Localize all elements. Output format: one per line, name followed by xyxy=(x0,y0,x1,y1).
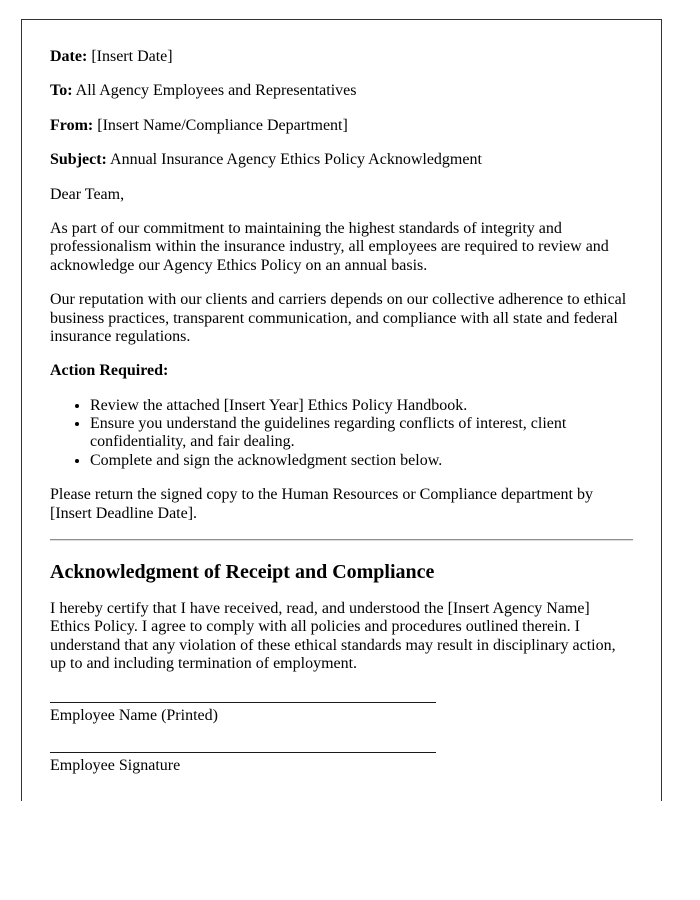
employee-signature-label: Employee Signature xyxy=(50,756,181,774)
employee-signature-block xyxy=(50,752,633,775)
action-item-understand: • Ensure you understand the guidelines regarding conflicts of interest, client confidentiality, and fair dealing. xyxy=(90,415,633,452)
action-required-list xyxy=(50,397,633,471)
action-required-label: Action Required: xyxy=(50,362,169,380)
acknowledgment-body: I hereby certify that I have received, read, and understood the [Insert Agency Name] Ethics Policy. I agree to comply with all policies and procedures outlined therein. I understand that any violation of these ethical standards may result in disciplinary action, up to and including termination of employment. xyxy=(50,600,616,673)
acknowledgment-heading: Acknowledgment of Receipt and Compliance xyxy=(50,561,435,584)
memo-to-line xyxy=(50,82,633,100)
employee-name-signature-line xyxy=(50,702,436,703)
intro-paragraph: As part of our commitment to maintaining the highest standards of integrity and professionalism within the insurance industry, all employees are required to review and acknowledge our Agency Ethics Policy on an annual basis. xyxy=(50,219,609,274)
memo-subject-value: Annual Insurance Agency Ethics Policy Acknowledgment xyxy=(106,151,482,169)
action-item-review: • Review the attached [Insert Year] Ethics Policy Handbook. xyxy=(90,397,633,415)
memo-subject-line xyxy=(50,151,633,169)
memo-from-label: From: xyxy=(50,116,94,134)
memo-to-label: To: xyxy=(50,82,73,100)
memo-date-value: [Insert Date] xyxy=(87,48,173,65)
memo-to-value: All Agency Employees and Representatives xyxy=(72,82,357,100)
employee-name-label: Employee Name (Printed) xyxy=(50,706,218,724)
memo-date-label: Date: xyxy=(50,48,88,65)
memo-from-line xyxy=(50,117,633,135)
memo-document-page xyxy=(21,19,662,801)
return-instruction: Please return the signed copy to the Human Resources or Compliance department by [Insert Deadline Date]. xyxy=(50,486,593,522)
memo-from-value: [Insert Name/Compliance Department] xyxy=(93,116,348,134)
memo-subject-label: Subject: xyxy=(50,151,107,169)
action-required-heading xyxy=(50,362,633,380)
employee-signature-line xyxy=(50,752,436,753)
salutation: Dear Team, xyxy=(50,185,125,203)
employee-name-signature-block xyxy=(50,702,633,725)
section-divider xyxy=(50,539,633,541)
memo-date-line xyxy=(50,48,633,66)
reputation-paragraph: Our reputation with our clients and carriers depends on our collective adherence to ethical business practices, transparent communication, and compliance with all state and federal insurance regulations. xyxy=(50,291,627,345)
action-item-sign: • Complete and sign the acknowledgment section below. xyxy=(90,452,633,470)
